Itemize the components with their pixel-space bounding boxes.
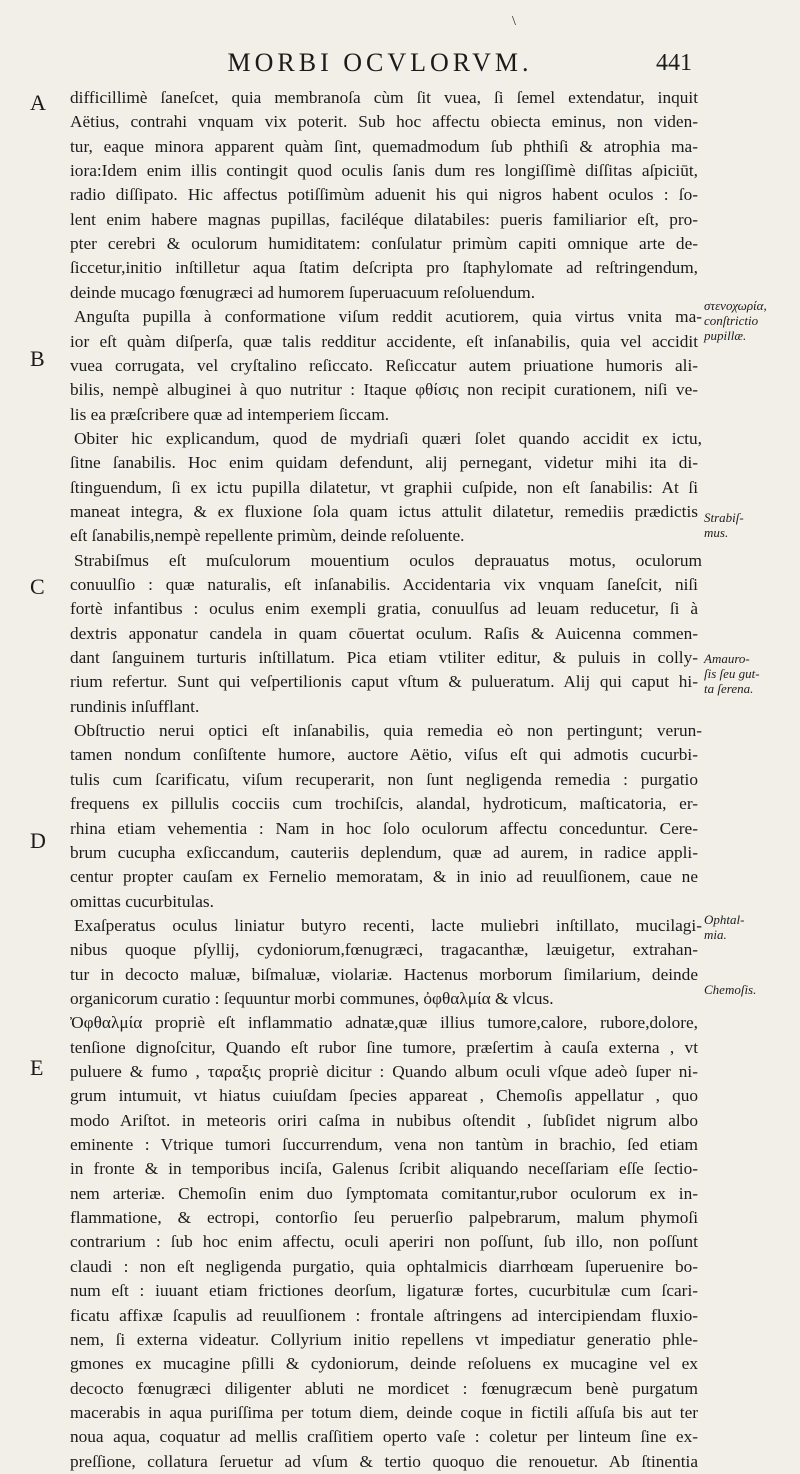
note-line: ta ſerena.: [704, 681, 754, 696]
text-line: puluere & fumo , ταραξις propriè dicitur : Quando album oculi vſque adeò ſuper ni-: [70, 1062, 698, 1081]
text-line: tenſione dignoſcitur, Quando eſt rubor ſine tumore, præſertim à cauſa externa , vt: [70, 1038, 698, 1057]
text-line: modo Ariſtot. in meteoris oriri caſma in nubibus oſtendit , ſubſidet nigrum albo: [70, 1111, 698, 1130]
note-line: pupillæ.: [704, 328, 747, 343]
margin-note-amaurosis: [704, 651, 794, 696]
text-line: nem arteriæ. Chemoſin enim duo ſymptomata comitantur,rubor oculorum ex in-: [70, 1184, 698, 1203]
text-line: organicorum curatio : ſequuntur morbi communes, ὀφθαλμία & vlcus.: [70, 989, 554, 1008]
text-line: fortè infantibus : oculus enim exempli gratia, conuulſus ad leuam reducetur, ſi à: [70, 599, 698, 618]
text-line: maneat integra, & ex fluxione ſola quam ictus attulit dilatetur, remediis prædictis: [70, 502, 698, 521]
text-line: iora:Idem enim illis contingit quod oculis ſanis dum res longiſſimè diſſitas aſpiciūt,: [70, 161, 698, 180]
note-line: Strabiſ-: [704, 510, 744, 525]
margin-note-stenochoria: [704, 298, 794, 343]
text-line: centur propter cauſam ex Fernelio memoratam, & in inio ad reuulſionem, caue ne: [70, 867, 698, 886]
note-line: Amauro-: [704, 651, 750, 666]
text-line: in fronte & in temporibus inciſa, Galenus ſcribit aliquando neceſſariam eſſe ſectio-: [70, 1159, 698, 1178]
text-line: difficillimè ſaneſcet, quia membranoſa cùm ſit vuea, ſi ſemel extendatur, inquit: [70, 88, 698, 107]
running-title: MORBI OCVLORVM.: [227, 48, 533, 77]
text-line: Aëtius, contrahi vnquam vix poterit. Sub hoc affectu obiecta eminus, non viden-: [70, 112, 698, 131]
text-line: macerabis in aqua puriſſima per totum diem, deinde coque in fictili aſſuſa bis aut ter: [70, 1403, 698, 1422]
text-line: lent enim habere magnas pupillas, faciléque dilatabiles: pueris familiarior eſt, pro-: [70, 210, 698, 229]
text-line: brum cucupha exſiccandum, cauteriis deplendum, quæ ad aurem, in radice appli-: [70, 843, 698, 862]
page-number: 441: [656, 50, 692, 76]
text-line: vuea corrugata, vel cryſtalino reſiccato. Reſiccatur autem priuatione humoris ali-: [70, 356, 698, 375]
text-line: flammatione, & ectropi, contorſio ſeu peruerſio palpebrarum, malum phymoſi: [70, 1208, 698, 1227]
text-line: Obſtructio nerui optici eſt inſanabilis, quia remedia eò non pertingunt; verun-: [74, 721, 702, 740]
text-line: frequens ex pillulis cocciis cum trochiſcis, alandal, hydroticum, maſticatoria, er-: [70, 794, 698, 813]
text-line: lis ea præſcribere quæ ad intemperiem ſiccam.: [70, 405, 390, 424]
text-line: preſſione, collatura ſeruetur ad vſum & tertio quoquo die renouetur. Ab ſtinentia: [70, 1452, 698, 1471]
text-line: gmones ex mucagine pſilli & cydoniorum, deinde reſoluens ex mucagine vel ex: [70, 1354, 698, 1373]
text-line: rium refertur. Sunt qui veſpertilionis caput vſtum & pulueratum. Alij qui caput hi-: [70, 672, 698, 691]
text-line: deinde mucago fœnugræci ad humorem ſuperuacuum reſoluendum.: [70, 283, 536, 302]
text-line: decocto fœnugræci diligenter abluti ne mordicet : fœnugræcum benè purgatum: [70, 1379, 698, 1398]
note-line: Ophtal-: [704, 912, 745, 927]
text-line: grum intumuit, vt hiatus cuiuſdam ſpecies appareat , Chemoſis appellatur , quo: [70, 1086, 698, 1105]
text-line: dant ſanguinem turturis inſtillatum. Pica etiam vtiliter editur, & puluis in colly-: [70, 648, 698, 667]
text-line: tamen nondum conſiſtente humore, auctore Aëtio, viſus eſt qui admotis cucurbi-: [70, 745, 698, 764]
note-line: conſtrictio: [704, 313, 759, 328]
text-line: ſtinguendum, ſi ex ictu pupilla dilatetur, vt graphii cuſpide, non eſt ſanabilis: At ſi: [70, 478, 698, 497]
text-line: eminente : Vtrique tumori ſuccurrendum, vena non tantùm in brachio, ſed etiam: [70, 1135, 698, 1154]
text-line: noua aqua, coquatur ad mellis craſſitiem operto vaſe : coletur per linteum ſine ex-: [70, 1427, 698, 1446]
text-line: ſitne ſanabilis. Hoc enim quidam defendunt, alij pernegant, videtur mihi ita di-: [70, 453, 698, 472]
text-line: ſiccetur,initio inſtilletur aqua ſtatim deſcripta pro ſtaphylomate ad reſtringendum,: [70, 258, 698, 277]
text-line: pter cerebri & oculorum humiditatem: conſulatur primùm capiti omnique arte de-: [70, 234, 698, 253]
margin-letter-e: E: [30, 1055, 44, 1080]
margin-letter-a: A: [30, 90, 46, 115]
text-line: bilis, nempè albuginei à quo nutritur : Itaque φθίσις non recipit curationem, niſi ve-: [70, 380, 698, 399]
text-line: Exaſperatus oculus liniatur butyro recenti, lacte muliebri inſtillato, mucilagi-: [74, 916, 702, 935]
text-line: Anguſta pupilla à conformatione viſum reddit acutiorem, quia virtus vnita ma-: [74, 307, 702, 326]
text-line: omittas cucurbitulas.: [70, 892, 214, 911]
text-line: tur, eaque minora apparent quàm ſint, quemadmodum ſub phthiſi & atrophia ma-: [70, 137, 698, 156]
margin-note-strabismus: [704, 510, 794, 540]
text-line: nibus quoque pſyllij, cydoniorum,fœnugræci, tragacanthæ, læuigetur, extrahan-: [70, 940, 698, 959]
margin-letter-d: D: [30, 828, 46, 853]
text-line: rundinis inſufflant.: [70, 697, 200, 716]
top-mark: \: [512, 14, 516, 29]
text-line: dextris apponatur candela in quam cōuertat oculum. Raſis & Auicenna commen-: [70, 624, 698, 643]
text-line: Ὀφθαλμία propriè eſt inflammatio adnatæ,quæ illius tumore,calore, rubore,dolore,: [70, 1013, 698, 1032]
text-line: nem, ſi externa videatur. Collyrium initio repellens vt impediatur generatio phle-: [70, 1330, 698, 1349]
text-line: tur in decocto maluæ, biſmaluæ, violariæ. Hactenus morborum ſimilarium, deinde: [70, 965, 698, 984]
text-line: conuulſio : quæ naturalis, eſt inſanabilis. Accidentaria vix vnquam ſaneſcit, niſi: [70, 575, 698, 594]
text-line: Obiter hic explicandum, quod de mydriaſi quæri ſolet quando accidit ex ictu,: [74, 429, 702, 448]
text-line: tulis cum ſcarificatu, viſum recuperarit, non ſunt negligenda remedia : purgatio: [70, 770, 698, 789]
note-line: στενοχωρία,: [704, 298, 767, 313]
text-line: ior eſt quàm diſperſa, quæ talis redditur accidente, eſt inſanabilis, quia vel accidit: [70, 332, 698, 351]
text-line: radio diſſipato. Hic affectus potiſſimùm aduenit his qui nigros habent oculos : ſo-: [70, 185, 698, 204]
text-line: num eſt : iuuant etiam frictiones deorſum, ligaturæ fortes, cucurbitulæ cum ſcari-: [70, 1281, 698, 1300]
note-line: Chemoſis.: [704, 982, 757, 997]
text-line: Strabiſmus eſt muſculorum mouentium oculos deprauatus motus, oculorum: [74, 551, 702, 570]
note-line: ſis ſeu gut-: [704, 666, 760, 681]
text-line: ficatu affixæ ſcapulis ad reuulſionem : frontale aſtringens ad intercipiendam fluxio-: [70, 1306, 698, 1325]
margin-note-chemosis: [704, 982, 794, 997]
margin-letter-b: B: [30, 346, 45, 371]
note-line: mus.: [704, 525, 729, 540]
text-line: claudi : non eſt negligenda purgatio, quia ophtalmicis diarrhœam ſuperuenire bo-: [70, 1257, 698, 1276]
margin-letter-c: C: [30, 574, 45, 599]
text-line: rhina etiam vehementia : Nam in hoc ſolo oculorum affectu conceduntur. Cere-: [70, 819, 698, 838]
note-line: mia.: [704, 927, 727, 942]
margin-note-ophtalmia: [704, 912, 794, 942]
page-header: [0, 48, 800, 82]
text-line: contrarium : ſub hoc enim affectu, oculi aperiri non poſſunt, ſub illo, non poſſunt: [70, 1232, 698, 1251]
text-line: eſt ſanabilis,nempè repellente primùm, deinde reſoluente.: [70, 526, 465, 545]
